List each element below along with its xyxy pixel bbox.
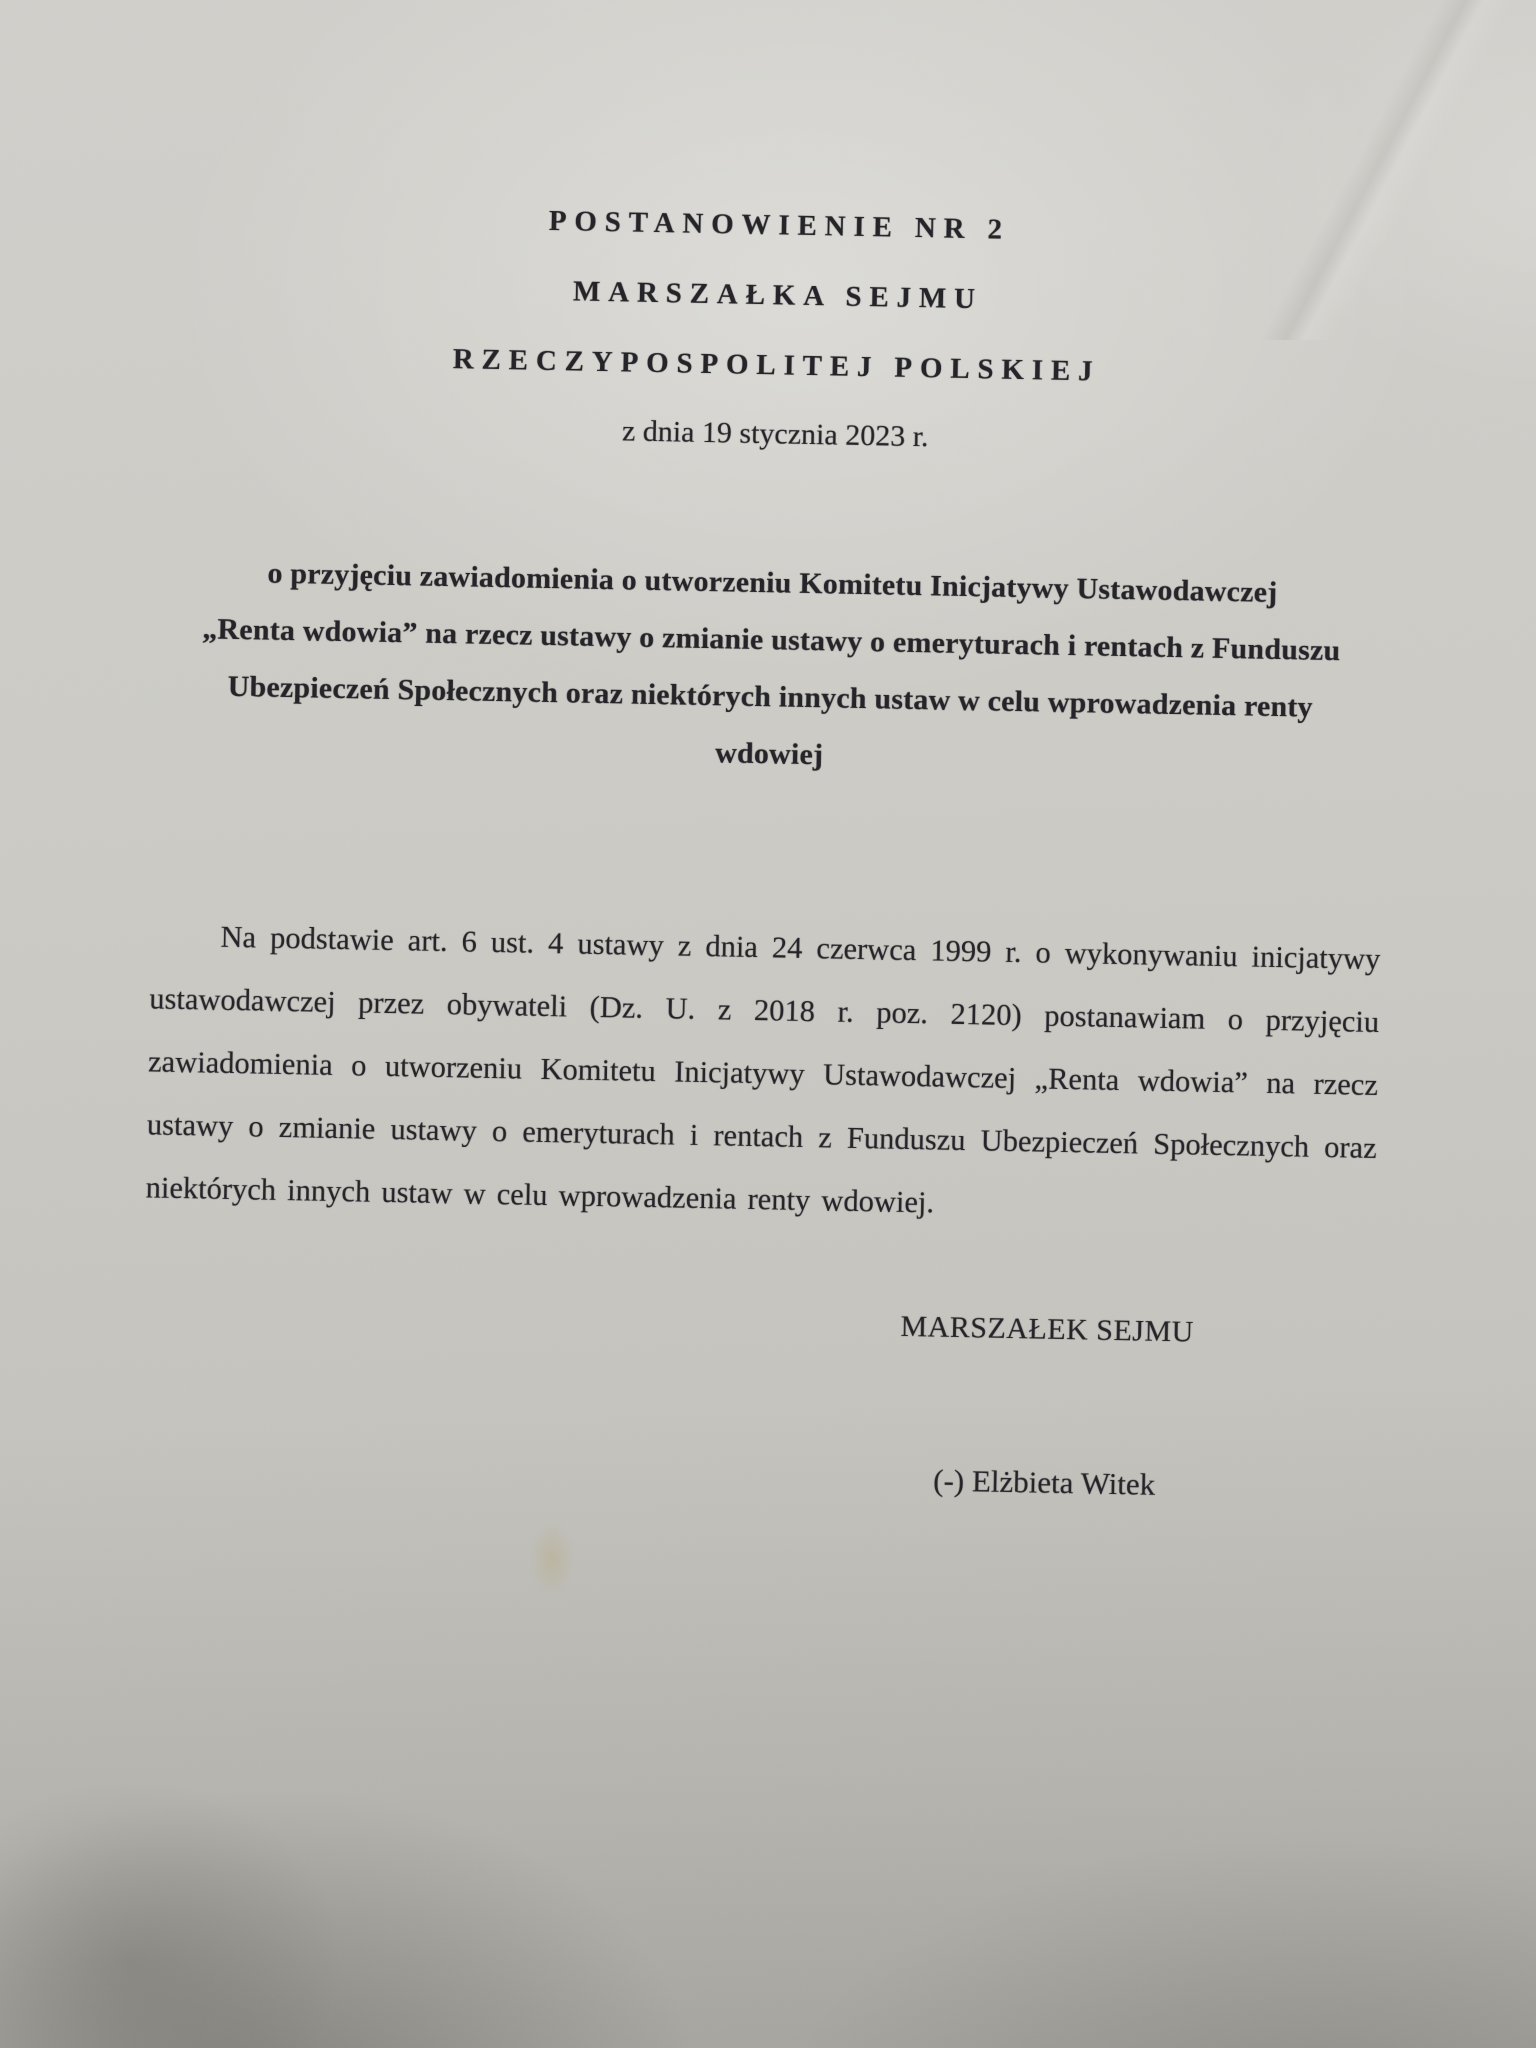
subject-line-4: wdowiej bbox=[714, 736, 824, 772]
paper-wrinkle-shadow bbox=[0, 1650, 440, 2048]
subject-line-1: o przyjęciu zawiadomienia o utworzeniu Komitetu Inicjatywy Ustawodawczej bbox=[267, 556, 1278, 609]
signature-block bbox=[784, 1308, 1308, 1506]
document-header bbox=[160, 179, 1395, 481]
paper-stain bbox=[512, 1505, 592, 1625]
subject-line-2: „Renta wdowia” na rzecz ustawy o zmianie ustawy o emeryturach i rentach z Funduszu bbox=[201, 612, 1341, 668]
signature-name: (-) Elżbieta Witek bbox=[932, 1462, 1156, 1502]
document-body-paragraph: Na podstawie art. 6 ust. 4 ustawy z dnia 24 czerwca 1999 r. o wykonywaniu inicjatywy ustawodawczej przez obywateli (Dz. U. z 2018 r. poz. 2120) postanawiam o przyjęciu zawiadomienia o utworzeniu Komitetu Inicjatywy Ustawodawczej „Renta wdowia” na rzecz ustawy o zmianie ustawy o emeryturach i rentach z Funduszu Ubezpieczeń Społecznych oraz niektórych innych ustaw w celu wprowadzenia renty wdowiej. bbox=[145, 919, 1381, 1220]
document-date: z dnia 19 stycznia 2023 r. bbox=[621, 414, 929, 454]
signature-role: MARSZAŁEK SEJMU bbox=[900, 1309, 1195, 1349]
subject-line-3: Ubezpieczeń Społecznych oraz niektórych innych ustaw w celu wprowadzenia renty bbox=[227, 669, 1314, 724]
document-content bbox=[140, 179, 1395, 1507]
document-subject bbox=[154, 542, 1388, 794]
document-title-line-2: MARSZAŁKA SEJMU bbox=[572, 275, 984, 316]
document-title-line-1: POSTANOWIENIE NR 2 bbox=[548, 204, 1011, 246]
document-title-line-3: RZECZYPOSPOLITEJ POLSKIEJ bbox=[452, 343, 1101, 388]
